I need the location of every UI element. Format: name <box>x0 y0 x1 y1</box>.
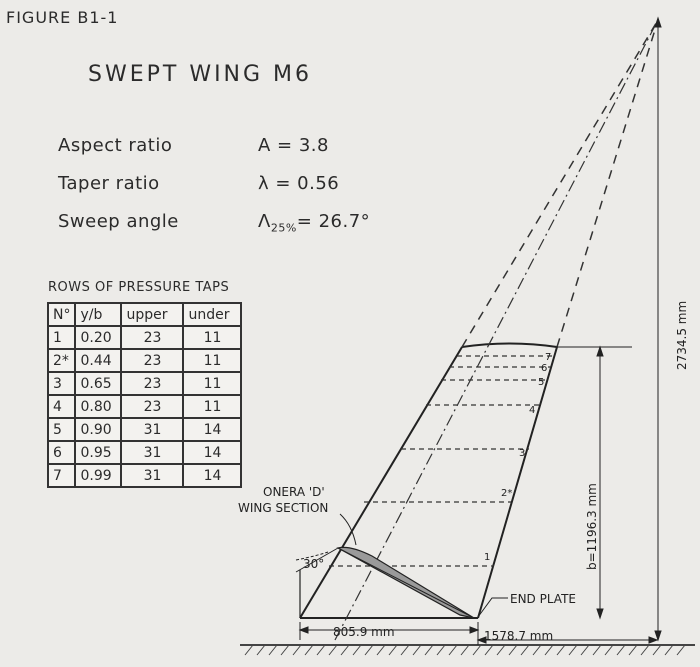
figure-label: FIGURE B1-1 <box>6 8 119 27</box>
table-cell: 31 <box>121 441 183 464</box>
sweep-subscript: 25% <box>270 221 297 235</box>
tap-row-label: 3 <box>519 448 526 459</box>
table-cell: 23 <box>121 395 183 418</box>
table-title: ROWS OF PRESSURE TAPS <box>48 280 230 295</box>
airfoil-section <box>338 547 474 618</box>
table-cell: 11 <box>183 372 241 395</box>
table-cell: 7 <box>48 464 75 487</box>
section-label-line2: WING SECTION <box>238 501 329 515</box>
semispan-dimension-label: b=1196.3 mm <box>585 483 599 570</box>
apex-height-dimension <box>655 18 661 640</box>
table-cell: 0.20 <box>75 326 121 349</box>
column-header: under <box>183 303 241 326</box>
section-label-line1: ONERA 'D' <box>263 485 325 499</box>
table-cell: 0.90 <box>75 418 121 441</box>
tap-row-label: 2* <box>501 488 513 499</box>
table-cell: 31 <box>121 464 183 487</box>
root-chord-dimension-label: 805.9 mm <box>333 625 395 639</box>
sweep-symbol: Λ <box>258 211 271 232</box>
param-name: Aspect ratio <box>58 135 173 156</box>
pressure-tap-rows <box>329 356 555 566</box>
param-value: A = 3.8 <box>258 135 329 156</box>
table-cell: 6 <box>48 441 75 464</box>
table-cell: 23 <box>121 349 183 372</box>
table-cell: 31 <box>121 418 183 441</box>
column-header: N° <box>48 303 75 326</box>
trailing-edge <box>478 347 557 618</box>
table-cell: 0.95 <box>75 441 121 464</box>
table-cell: 14 <box>183 441 241 464</box>
table-cell: 23 <box>121 326 183 349</box>
tap-row-label: 7 <box>545 352 552 363</box>
param-value: λ = 0.56 <box>258 173 340 194</box>
table-cell: 3 <box>48 372 75 395</box>
param-value: = 26.7° <box>296 211 371 232</box>
param-name: Sweep angle <box>58 211 179 232</box>
table-cell: 0.65 <box>75 372 121 395</box>
wing-planform <box>300 344 557 619</box>
table-cell: 11 <box>183 395 241 418</box>
table-cell: 4 <box>48 395 75 418</box>
param-name: Taper ratio <box>58 173 160 194</box>
tap-row-label: 1 <box>484 552 491 563</box>
table-cell: 0.99 <box>75 464 121 487</box>
leading-edge <box>300 347 462 618</box>
table-cell: 11 <box>183 349 241 372</box>
table-cell: 0.44 <box>75 349 121 372</box>
ground-hatching <box>240 645 695 655</box>
wing-tip <box>462 344 557 348</box>
tip-offset-dimension-label: 1578.7 mm <box>484 629 554 643</box>
column-header: upper <box>121 303 183 326</box>
table-cell: 5 <box>48 418 75 441</box>
end-plate-label: END PLATE <box>510 592 576 606</box>
table-cell: 11 <box>183 326 241 349</box>
apex-extension-lines <box>462 20 658 347</box>
quarter-chord-line <box>335 20 658 640</box>
table-cell: 2* <box>48 349 75 372</box>
semispan-dimension <box>557 347 632 618</box>
tap-row-label: 5 <box>538 377 545 388</box>
tap-row-label: 4 <box>529 405 536 416</box>
apex-height-dimension-label: 2734.5 mm <box>675 300 689 370</box>
column-header: y/b <box>75 303 121 326</box>
table-cell: 0.80 <box>75 395 121 418</box>
angle-label: 30° <box>303 557 325 571</box>
tap-row-label: 6 <box>541 363 548 374</box>
tap-row-labels <box>484 352 551 563</box>
figure-title: SWEPT WING M6 <box>88 62 313 87</box>
table-cell: 14 <box>183 464 241 487</box>
table-cell: 1 <box>48 326 75 349</box>
table-cell: 14 <box>183 418 241 441</box>
table-cell: 23 <box>121 372 183 395</box>
